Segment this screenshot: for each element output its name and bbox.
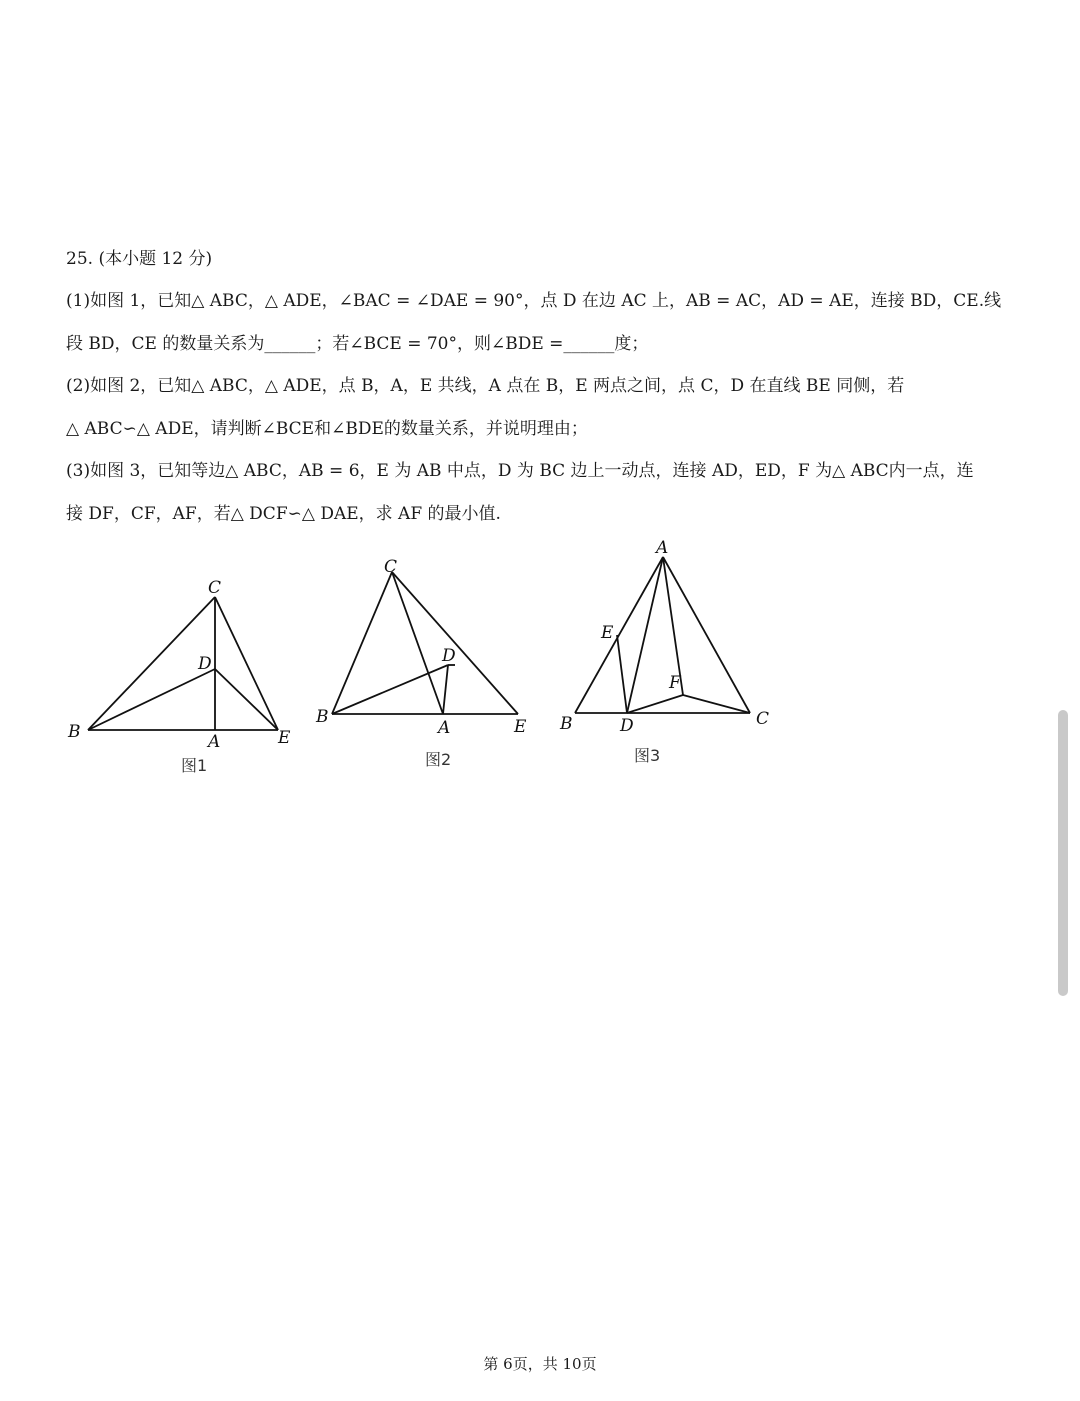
fig3-seg-ad bbox=[627, 557, 663, 713]
page-footer: 第 6页，共 10页 bbox=[483, 1355, 597, 1373]
fig1-label-e: E bbox=[278, 728, 291, 748]
fig1-seg-bd bbox=[88, 669, 215, 730]
part3-line1: (3)如图 3，已知等边△ ABC，AB = 6，E 为 AB 中点，D 为 BC 边上一动点，连接 AD，ED，F 为△ ABC内一点，连 bbox=[66, 461, 974, 481]
part1-line1: (1)如图 1，已知△ ABC，△ ADE，∠BAC = ∠DAE = 90°，点 D 在边 AC 上，AB = AC，AD = AE，连接 BD，CE.线 bbox=[66, 291, 1002, 311]
fig2-seg-ce bbox=[392, 572, 518, 714]
fig2-label-b: B bbox=[316, 707, 329, 727]
part2-line2: △ ABC∽△ ADE，请判断∠BCE和∠BDE的数量关系，并说明理由； bbox=[66, 419, 588, 439]
fig3-seg-df bbox=[627, 695, 683, 713]
fig2-label-e: E bbox=[514, 717, 527, 737]
part2-line1: (2)如图 2，已知△ ABC，△ ADE，点 B，A，E 共线，A 点在 B，E 两点之间，点 C，D 在直线 BE 同侧，若 bbox=[66, 376, 905, 396]
fig3-label-e: E bbox=[601, 623, 614, 643]
fig2-seg-ad bbox=[443, 665, 448, 714]
fig2-label-d: D bbox=[442, 646, 456, 666]
fig3-label-c: C bbox=[756, 709, 770, 729]
fig3-caption: 图3 bbox=[634, 746, 661, 765]
vertical-scrollbar[interactable] bbox=[1058, 710, 1068, 996]
fig1-caption: 图1 bbox=[181, 756, 208, 775]
fig2-label-c: C bbox=[384, 557, 398, 577]
fig3-label-a: A bbox=[656, 538, 669, 558]
figure-1 bbox=[60, 575, 310, 785]
fig3-label-f: F bbox=[669, 673, 681, 693]
fig1-label-a: A bbox=[208, 732, 221, 752]
fig2-seg-ca bbox=[392, 572, 443, 714]
question-header: 25. (本小题 12 分) bbox=[66, 249, 213, 269]
fig2-caption: 图2 bbox=[425, 750, 452, 769]
figure-3 bbox=[550, 535, 790, 770]
fig3-seg-ed bbox=[617, 635, 627, 713]
fig1-seg-ce bbox=[215, 597, 278, 730]
part1-line2: 段 BD，CE 的数量关系为______；若∠BCE = 70°，则∠BDE =______度； bbox=[66, 334, 649, 354]
fig1-seg-de bbox=[215, 669, 278, 730]
fig1-label-d: D bbox=[198, 654, 212, 674]
part3-line2: 接 DF，CF，AF，若△ DCF∽△ DAE，求 AF 的最小值. bbox=[66, 504, 501, 524]
figure-2 bbox=[310, 550, 545, 775]
fig3-label-d: D bbox=[620, 716, 634, 736]
fig1-label-c: C bbox=[208, 578, 222, 598]
fig2-label-a: A bbox=[438, 718, 451, 738]
fig1-seg-bc bbox=[88, 597, 215, 730]
fig3-seg-fc bbox=[683, 695, 750, 713]
fig3-label-b: B bbox=[560, 714, 573, 734]
fig3-seg-ba bbox=[575, 557, 663, 713]
fig1-label-b: B bbox=[68, 722, 81, 742]
